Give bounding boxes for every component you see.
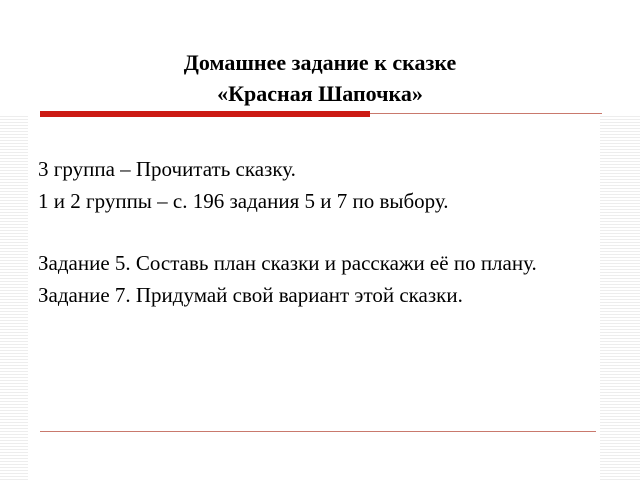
paragraph-spacer [38, 219, 608, 249]
paragraph-group-3: 3 группа – Прочитать сказку. [38, 157, 296, 181]
title-line-2: «Красная Шапочка» [217, 81, 423, 106]
bottom-divider [40, 431, 596, 432]
paragraph-task-7: Задание 7. Придумай свой вариант этой сказки. [38, 283, 463, 307]
slide-body [38, 155, 608, 313]
slide-title [40, 47, 600, 109]
paragraph-task-5: Задание 5. Составь план сказки и расскажи её по плану. [38, 251, 537, 275]
title-underline-red [40, 111, 370, 117]
title-underline-thin [370, 113, 602, 114]
title-line-1: Домашнее задание к сказке [183, 50, 457, 75]
paragraph-groups-1-2: 1 и 2 группы – с. 196 задания 5 и 7 по выбору. [38, 189, 449, 213]
